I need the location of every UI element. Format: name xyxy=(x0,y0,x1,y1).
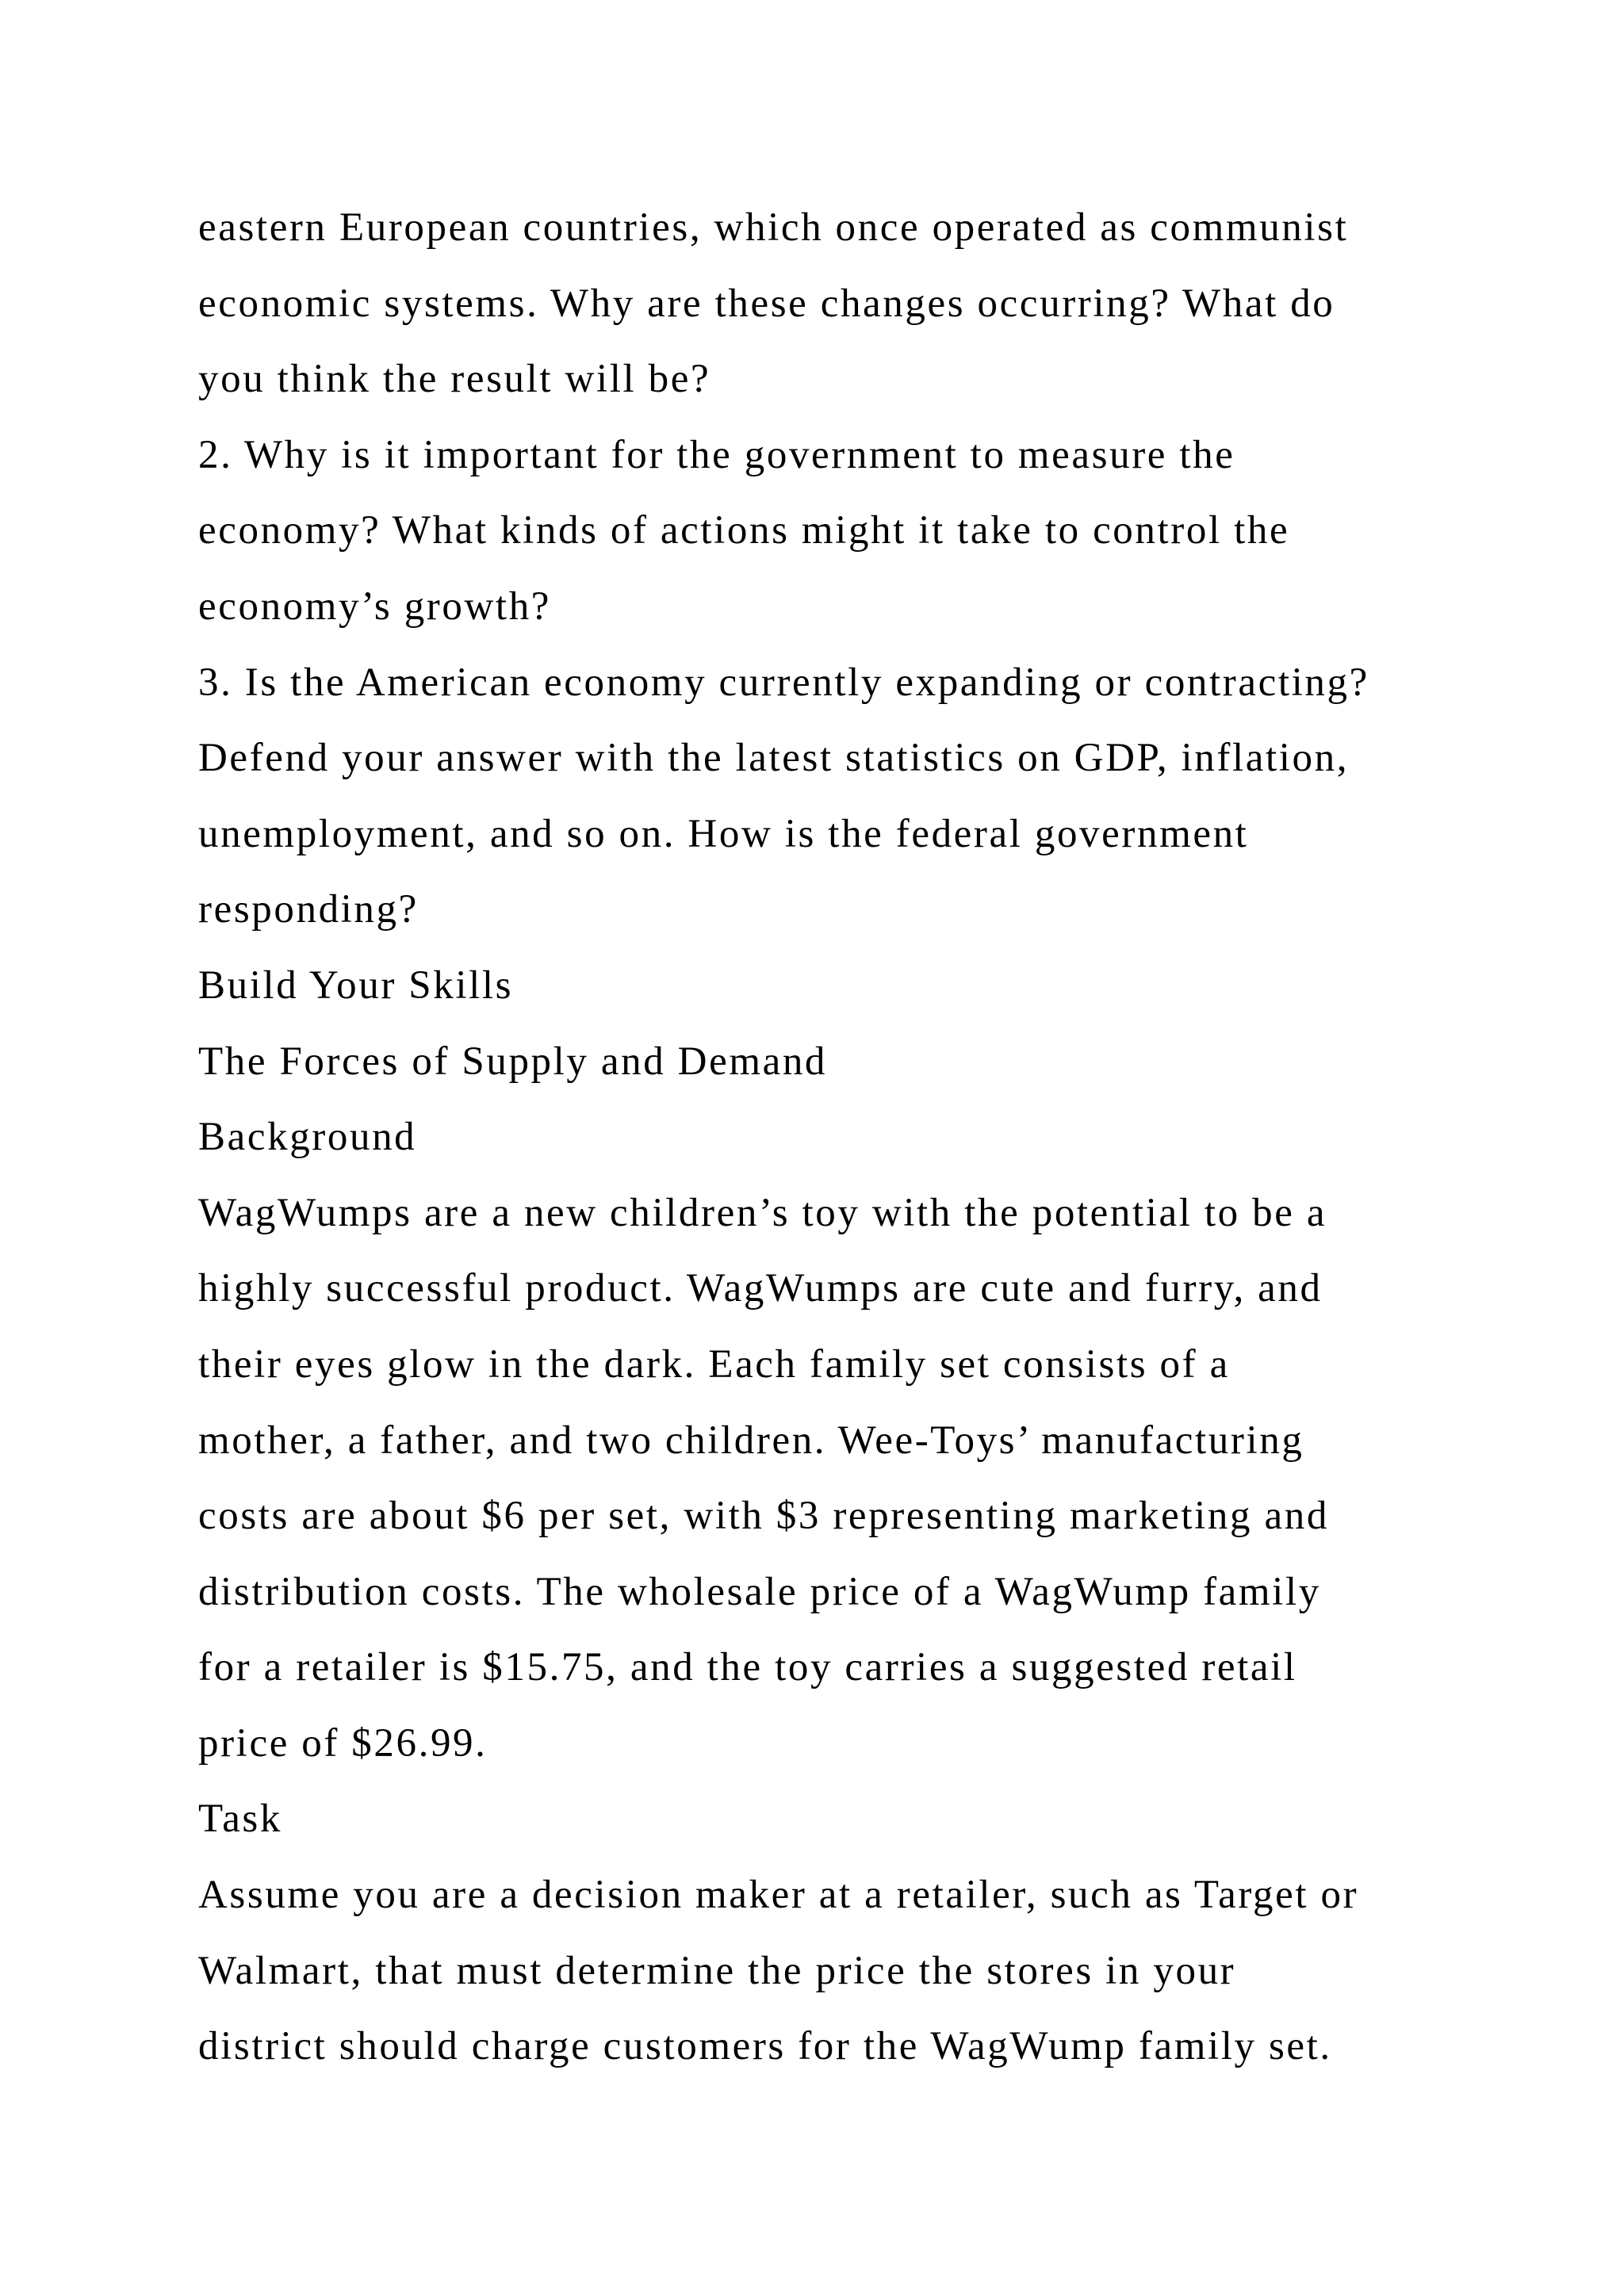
text-line: price of $26.99. xyxy=(198,1720,488,1766)
background-heading: Background xyxy=(198,1115,417,1160)
text-line: their eyes glow in the dark. Each family set consists of a xyxy=(198,1341,1230,1387)
text-line: economy? What kinds of actions might it take to control the xyxy=(198,508,1290,553)
text-line: economic systems. Why are these changes occurring? What do xyxy=(198,281,1335,326)
section-heading: Build Your Skills xyxy=(198,962,514,1008)
section-subheading: The Forces of Supply and Demand xyxy=(198,1039,828,1084)
text-line: costs are about $6 per set, with $3 representing marketing and xyxy=(198,1494,1329,1539)
task-heading: Task xyxy=(198,1797,282,1842)
text-line: highly successful product. WagWumps are cute and furry, and xyxy=(198,1266,1323,1311)
text-line: mother, a father, and two children. Wee-Toys’ manufacturing xyxy=(198,1418,1304,1463)
text-line: economy’s growth? xyxy=(198,584,552,629)
text-line: eastern European countries, which once operated as communist xyxy=(198,205,1349,250)
document-body xyxy=(198,190,1499,2085)
text-line: Walmart, that must determine the price the stores in your xyxy=(198,1948,1236,1993)
text-line: distribution costs. The wholesale price of a WagWump family xyxy=(198,1569,1321,1614)
question-2-line: 2. Why is it important for the government to measure the xyxy=(198,432,1235,477)
text-line: you think the result will be? xyxy=(198,357,711,402)
text-line: Assume you are a decision maker at a retailer, such as Target or xyxy=(198,1873,1359,1918)
text-line: responding? xyxy=(198,887,419,932)
question-3-line: 3. Is the American economy currently expanding or contracting? xyxy=(198,660,1369,705)
text-line: district should charge customers for the WagWump family set. xyxy=(198,2024,1332,2069)
text-line: for a retailer is $15.75, and the toy carries a suggested retail xyxy=(198,1645,1297,1690)
text-line: Defend your answer with the latest statistics on GDP, inflation, xyxy=(198,736,1350,781)
text-line: unemployment, and so on. How is the federal government xyxy=(198,811,1249,856)
text-line: WagWumps are a new children’s toy with the potential to be a xyxy=(198,1190,1327,1235)
